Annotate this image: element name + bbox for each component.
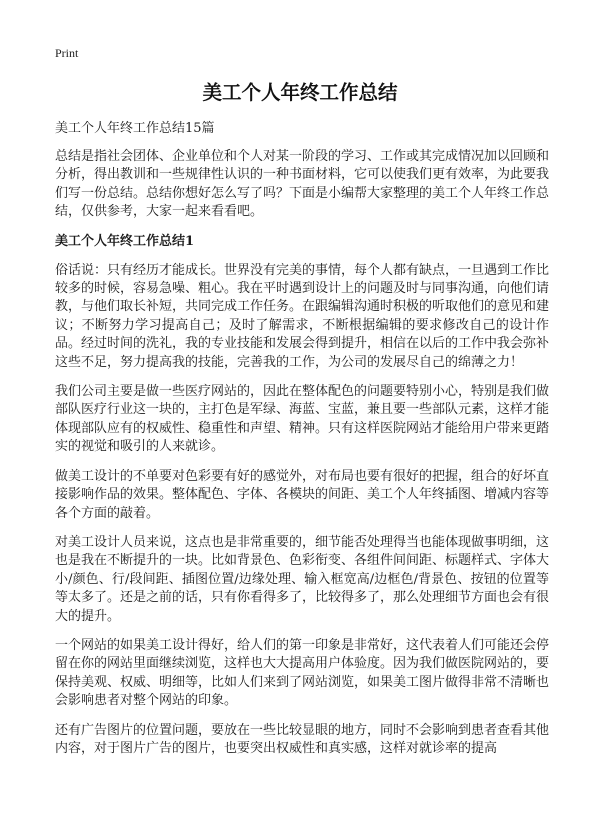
document-title: 美工个人年终工作总结 [202, 81, 398, 104]
body-paragraph: 对美工设计人员来说，这点也是非常重要的，细节能否处理得当也能体现做事明细，这也是我在不断提升的一块。比如背景色、色彩衔变、各组件间间距、标题样式、字体大小/颜色、行/段间距、插图位置/边缘处理、输入框宽高/边框色/背景色、按钮的位置等等太多了。还是之前的话，只有你看得多了，比较得多了，那么处理细节方面也会有很大的提升。 [55, 534, 550, 624]
body-paragraph: 还有广告图片的位置问题，要放在一些比较显眼的地方，同时不会影响到患者查看其他内容，对于图片广告的图片，也要突出权威性和真实感，这样对就诊率的提高 [55, 722, 550, 756]
document-subtitle: 美工个人年终工作总结15篇 [55, 121, 215, 136]
print-link[interactable]: Print [55, 46, 79, 60]
body-paragraph: 一个网站的如果美工设计得好，给人们的第一印象是非常好，这代表着人们可能还会停留在你的网站里面继续浏览，这样也大大提高用户体验度。因为我们做医院网站的，要保持美观、权威、明细等，比如人们来到了网站浏览，如果美工图片做得非常不清晰也会影响患者对整个网站的印象。 [55, 637, 550, 709]
body-paragraph: 做美工设计的不单要对色彩要有好的感觉外，对布局也要有很好的把握，组合的好坏直接影响作品的效果。整体配色、字体、各模块的间距、美工个人年终插图、增减内容等各个方面的敲着。 [55, 468, 550, 521]
intro-paragraph: 总结是指社会团体、企业单位和个人对某一阶段的学习、工作或其完成情况加以回顾和分析，得出教训和一些规律性认识的一种书面材料，它可以使我们更有效率，为此要我们写一份总结。总结你想好怎么写了吗？下面是小编帮大家整理的美工个人年终工作总结，仅供参考，大家一起来看看吧。 [55, 149, 550, 220]
body-paragraph: 俗话说：只有经历才能成长。世界没有完美的事情，每个人都有缺点，一旦遇到工作比较多的时候，容易急噪、粗心。我在平时遇到设计上的问题及时与同事沟通，向他们请教，与他们取长补短，共同完成工作任务。在跟编辑沟通时积极的听取他们的意见和建议；不断努力学习提高自己；及时了解需求，不断根据编辑的要求修改自己的设计作品。经过时间的洗礼，我的专业技能和发展会得到提升，相信在以后的工作中我会弥补这些不足，努力提高我的技能，完善我的工作，为公司的发展尽自己的绵薄之力！ [55, 262, 550, 370]
section-heading: 美工个人年终工作总结1 [55, 233, 195, 249]
body-paragraph: 我们公司主要是做一些医疗网站的，因此在整体配色的问题要特别小心，特别是我们做部队医疗行业这一块的，主打色是军绿、海蓝、宝蓝，兼且要一些部队元素，这样才能体现部队应有的权威性、稳重性和声望、精神。只有这样医院网站才能给用户带来更踏实的视觉和吸引的人来就诊。 [55, 384, 550, 455]
document-body [55, 120, 549, 769]
